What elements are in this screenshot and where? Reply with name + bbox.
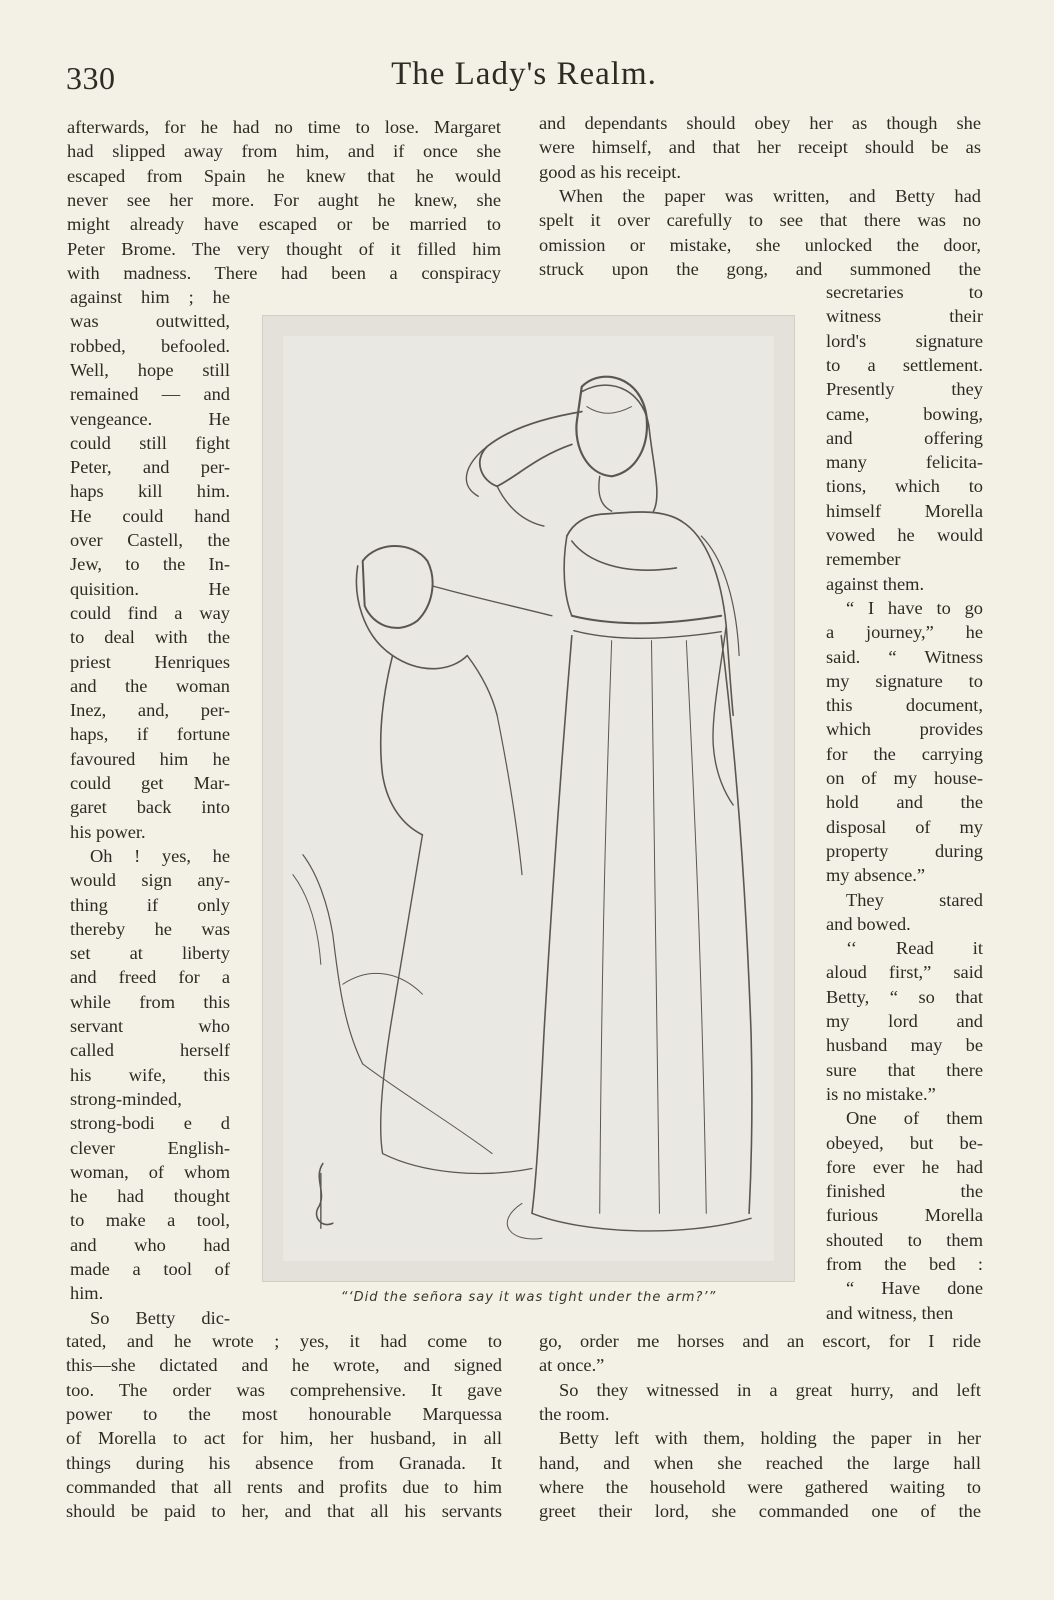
text-line: of Morella to act for him, her husband, in all <box>66 1428 502 1449</box>
text-line: Jew, to the In- <box>70 554 230 575</box>
text-line: him. <box>70 1283 104 1304</box>
text-line: haps, if fortune <box>70 724 230 745</box>
text-line: disposal of my <box>826 816 983 837</box>
text-line: remember <box>826 549 901 570</box>
text-line: his wife, this <box>70 1064 230 1085</box>
text-line: Peter Brome. The very thought of it filled him <box>67 238 501 259</box>
text-line: would sign any- <box>70 870 230 891</box>
text-line: tated, and he wrote ; yes, it had come to <box>66 1331 502 1351</box>
text-line: and who had <box>70 1234 230 1255</box>
text-line: sure that there <box>826 1059 983 1080</box>
text-line: and bowed. <box>826 913 911 934</box>
text-line: at once.” <box>539 1355 605 1376</box>
text-line: One of them <box>846 1108 983 1129</box>
text-line: and the woman <box>70 675 230 696</box>
text-line: had slipped away from him, and if once she <box>67 141 501 162</box>
text-line: They stared <box>846 889 983 910</box>
text-line: might already have escaped or be married to <box>67 214 501 235</box>
text-line: tions, which to <box>826 476 983 497</box>
text-line: So they witnessed in a great hurry, and left <box>559 1379 981 1400</box>
text-line: aloud first,” said <box>826 962 983 983</box>
text-line: could get Mar- <box>70 773 230 793</box>
text-line: woman, of whom <box>70 1161 230 1182</box>
text-line: vowed he would <box>826 525 983 545</box>
text-line: against him ; he <box>70 287 230 307</box>
text-line: against them. <box>826 573 925 594</box>
text-line: good as his receipt. <box>539 161 681 182</box>
text-line: set at liberty <box>70 943 230 964</box>
text-line: said. “ Witness <box>826 646 983 667</box>
text-line: came, bowing, <box>826 403 983 424</box>
illustration-plate <box>283 336 774 1261</box>
text-line: made a tool of <box>70 1259 230 1279</box>
text-line: Oh ! yes, he <box>90 845 230 866</box>
text-line: robbed, befooled. <box>70 335 230 356</box>
illustration-sketch <box>283 336 774 1261</box>
text-line: on of my house- <box>826 768 983 788</box>
text-line: finished the <box>826 1181 983 1202</box>
text-line: could still fight <box>70 432 230 453</box>
text-line: my absence.” <box>826 865 926 886</box>
text-line: “ I have to go <box>846 597 983 618</box>
text-line: my signature to <box>826 670 983 691</box>
text-line: favoured him he <box>70 748 230 769</box>
text-line: property during <box>826 840 983 861</box>
text-line: So Betty dic- <box>90 1307 230 1328</box>
text-line: fore ever he had <box>826 1156 983 1177</box>
text-line: haps kill him. <box>70 481 230 502</box>
page-number: 330 <box>66 60 116 96</box>
text-line: Betty left with them, holding the paper in her <box>559 1428 981 1449</box>
text-line: and offering <box>826 427 983 448</box>
text-line: over Castell, the <box>70 530 230 550</box>
text-line: were himself, and that her receipt should be as <box>539 137 981 158</box>
text-line: with madness. There had been a conspiracy <box>67 262 501 283</box>
text-line: thereby he was <box>70 918 230 939</box>
text-line: clever English- <box>70 1137 230 1158</box>
text-line: furious Morella <box>826 1205 983 1226</box>
text-line: ‘‘ Read it <box>846 938 983 959</box>
text-line: Betty, “ so that <box>826 986 983 1007</box>
text-line: his power. <box>70 821 146 842</box>
text-line: omission or mistake, she unlocked the door, <box>539 234 981 255</box>
text-line: servant who <box>70 1016 230 1036</box>
page-header <box>66 56 962 100</box>
text-line: for the carrying <box>826 743 983 764</box>
text-line: He could hand <box>70 505 230 526</box>
text-line: remained — and <box>70 384 230 405</box>
text-line: he had thought <box>70 1186 230 1207</box>
text-line: should be paid to her, and that all his servants <box>66 1501 502 1522</box>
running-head: The Lady's Realm. <box>391 56 657 92</box>
text-line: hand, and when she reached the large hall <box>539 1452 981 1473</box>
text-line: where the household were gathered waiting to <box>539 1476 981 1497</box>
text-line: a journey,” he <box>826 622 983 643</box>
text-line: husband may be <box>826 1035 983 1056</box>
text-line: secretaries to <box>826 282 983 302</box>
text-line: greet their lord, she commanded one of the <box>539 1501 981 1522</box>
text-line: this—she dictated and he wrote, and signed <box>66 1355 502 1376</box>
illustration <box>262 315 795 1282</box>
text-line: could find a way <box>70 602 230 623</box>
text-line: too. The order was comprehensive. It gave <box>66 1379 502 1400</box>
text-line: vengeance. He <box>70 408 230 429</box>
text-line: strong-bodi e d <box>70 1113 230 1134</box>
text-line: obeyed, but be- <box>826 1132 983 1153</box>
text-line: was outwitted, <box>70 311 230 332</box>
text-line: shouted to them <box>826 1229 983 1250</box>
text-line: lord's signature <box>826 330 983 351</box>
text-line: strong-minded, <box>70 1088 182 1109</box>
text-line: power to the most honourable Marquessa <box>66 1403 502 1424</box>
text-line: is no mistake.” <box>826 1083 936 1104</box>
text-line: afterwards, for he had no time to lose. Margaret <box>67 117 501 137</box>
text-line: this document, <box>826 695 983 716</box>
text-line: garet back into <box>70 797 230 818</box>
text-line: hold and the <box>826 792 983 813</box>
text-line: to deal with the <box>70 627 230 648</box>
text-line: things during his absence from Granada. It <box>66 1452 502 1473</box>
text-line: never see her more. For aught he knew, she <box>67 189 501 210</box>
text-line: while from this <box>70 991 230 1012</box>
text-line: which provides <box>826 719 983 740</box>
text-line: When the paper was written, and Betty had <box>559 185 981 206</box>
text-line: and dependants should obey her as though she <box>539 113 981 133</box>
text-line: many felicita- <box>826 452 983 473</box>
text-line: go, order me horses and an escort, for I ride <box>539 1331 981 1351</box>
text-line: commanded that all rents and profits due to him <box>66 1476 502 1497</box>
text-line: Presently they <box>826 379 983 400</box>
text-line: the room. <box>539 1403 610 1424</box>
text-line: my lord and <box>826 1011 983 1031</box>
text-line: himself Morella <box>826 500 983 521</box>
text-line: spelt it over carefully to see that there was no <box>539 210 981 231</box>
text-line: struck upon the gong, and summoned the <box>539 258 981 279</box>
text-line: Well, hope still <box>70 359 230 380</box>
text-line: Inez, and, per- <box>70 700 230 721</box>
illustration-caption: “‘Did the señora say it was tight under the arm?’” <box>340 1290 717 1305</box>
text-line: quisition. He <box>70 578 230 599</box>
text-line: witness their <box>826 306 983 327</box>
text-line: to make a tool, <box>70 1210 230 1231</box>
text-line: thing if only <box>70 894 230 915</box>
text-line: priest Henriques <box>70 651 230 672</box>
text-line: to a settlement. <box>826 354 983 375</box>
text-line: escaped from Spain he knew that he would <box>67 165 501 186</box>
text-line: from the bed : <box>826 1254 983 1274</box>
text-line: and witness, then <box>826 1302 954 1323</box>
text-line: “ Have done <box>846 1278 983 1299</box>
text-line: and freed for a <box>70 967 230 988</box>
text-line: called herself <box>70 1040 230 1061</box>
text-line: Peter, and per- <box>70 457 230 478</box>
